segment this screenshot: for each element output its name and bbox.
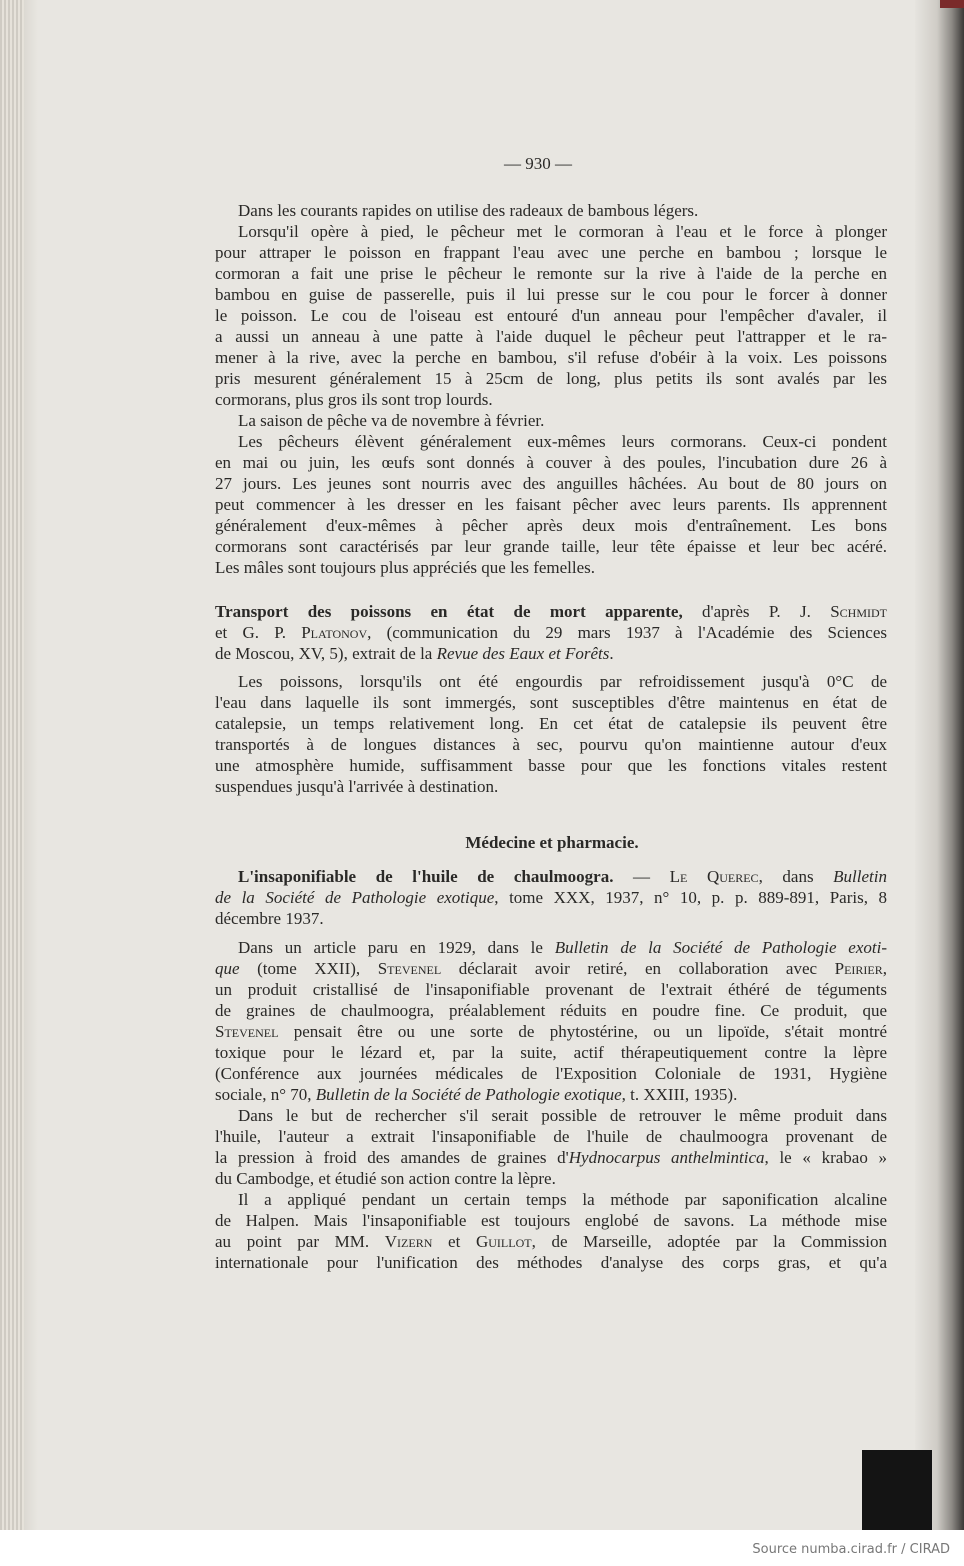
text-segment: et G. P.	[215, 623, 302, 642]
page-gutter	[24, 0, 38, 1530]
text-line	[238, 222, 887, 242]
text-line	[215, 495, 887, 515]
italic-text: que	[215, 959, 240, 978]
text-segment: bambou en guise de passerelle, puis il lui presse sur le cou pour le forcer à donner	[215, 285, 887, 304]
text-segment: , (communication du 29 mars 1937 à l'Académie des Sciences	[367, 623, 887, 642]
text-segment: en mai ou juin, les œufs sont donnés à couver à des poules, l'incubation dure 26 à	[215, 453, 887, 472]
text-segment: pour attraper le poisson en frappant l'eau avec une perche en bambou ; lorsque le	[215, 243, 887, 262]
text-segment: (Conférence aux journées médicales de l'Exposition Coloniale de 1931, Hygiène	[215, 1064, 887, 1083]
text-segment: Dans les courants rapides on utilise des radeaux de bambous légers.	[238, 201, 699, 220]
bold-title: Transport des poissons en état de mort apparente,	[215, 602, 683, 621]
text-line	[215, 980, 887, 1000]
text-segment: Les pêcheurs élèvent généralement eux-mêmes leurs cormorans. Ceux-ci pondent	[238, 432, 887, 451]
italic-text: de la Société de Pathologie exotique	[215, 888, 495, 907]
text-line	[215, 777, 887, 797]
italic-text: Revue des Eaux et Forêts	[436, 644, 610, 663]
text-line	[215, 1022, 887, 1042]
author-name: Stevenel	[215, 1022, 279, 1041]
text-line	[215, 1253, 887, 1273]
text-line	[215, 327, 887, 347]
text-segment: Les mâles sont toujours plus appréciés que les femelles.	[215, 558, 596, 577]
bold-title: L'insaponifiable de l'huile de chaulmoogra.	[238, 867, 614, 886]
text-segment: —	[613, 867, 670, 886]
text-line	[215, 1169, 887, 1189]
text-line	[215, 264, 887, 284]
section-heading: Médecine et pharmacie.	[465, 833, 639, 852]
text-segment: cormorans sont caractérisés par leur grande taille, leur tête épaisse et leur bec acéré.	[215, 537, 887, 556]
text-segment: le poisson. Le cou de l'oiseau est entouré d'un anneau pour l'empêcher d'avaler, il	[215, 306, 887, 325]
text-segment: et	[432, 1232, 476, 1251]
text-segment: Dans un article paru en 1929, dans le	[238, 938, 555, 957]
text-segment: , dans	[758, 867, 834, 886]
italic-text: Bulletin de la Société de Pathologie exoti-	[554, 938, 887, 957]
author-name: Peirier	[834, 959, 883, 978]
text-line	[215, 1211, 887, 1231]
text-segment: cormorans, plus gros ils sont trop lourds.	[215, 390, 493, 409]
author-name: Le Querec	[669, 867, 759, 886]
text-segment: peut commencer à les dresser en les faisant pêcher avec leurs parents. Ils apprennent	[215, 495, 887, 514]
text-line	[215, 558, 887, 578]
text-segment: internationale pour l'unification des méthodes d'analyse des corps gras, et qu'a	[215, 1253, 887, 1272]
text-segment: Il a appliqué pendant un certain temps la méthode par saponification alcaline	[238, 1190, 887, 1209]
italic-text: Bulletin de la Société de Pathologie exotique	[315, 1085, 622, 1104]
text-line	[215, 243, 887, 263]
text-segment: 27 jours. Les jeunes sont nourris avec des anguilles hâchées. Au bout de 80 jours on	[215, 474, 887, 493]
book-edge-left	[0, 0, 24, 1530]
italic-text: Bulletin	[833, 867, 887, 886]
text-line	[238, 201, 887, 221]
text-line	[215, 602, 887, 622]
book-edge-right	[915, 0, 964, 1530]
text-segment: .	[609, 644, 614, 663]
bookmark-ribbon	[862, 1450, 932, 1530]
text-line	[215, 735, 887, 755]
text-segment: mener à la rive, avec la perche en bambou, s'il refuse d'obéir à la voix. Les poissons	[215, 348, 887, 367]
author-name: Stevenel	[377, 959, 442, 978]
text-line	[215, 693, 887, 713]
text-segment: l'eau dans laquelle ils sont immergés, sont susceptibles d'être maintenus en état de	[215, 693, 887, 712]
text-segment: pensait être ou une sorte de phytostérine, ou un lipoïde, s'était montré	[278, 1022, 887, 1041]
text-line	[215, 390, 887, 410]
text-line	[238, 432, 887, 452]
text-segment: décembre 1937.	[215, 909, 324, 928]
text-line	[238, 867, 887, 887]
text-segment: pris mesurent généralement 15 à 25cm de long, plus petits ils sont avalés par les	[215, 369, 887, 388]
text-line	[215, 1148, 887, 1168]
text-line	[215, 714, 887, 734]
text-line	[238, 938, 887, 958]
text-segment: La saison de pêche va de novembre à février.	[238, 411, 545, 430]
text-line	[215, 644, 887, 664]
text-segment: de graines de chaulmoogra, préalablement réduits en poudre fine. Ce produit, que	[215, 1001, 887, 1020]
author-name: Platonov	[301, 623, 368, 642]
text-segment: généralement d'eux-mêmes à pêcher après deux mois d'entraînement. Les bons	[215, 516, 887, 535]
text-segment: l'huile, l'auteur a extrait l'insaponifiable de l'huile de chaulmoogra provenant de	[215, 1127, 887, 1146]
text-line	[238, 411, 887, 431]
text-line	[215, 959, 887, 979]
text-segment: déclarait avoir retiré, en collaboration avec	[441, 959, 835, 978]
bookmark-ribbon-top	[940, 0, 964, 8]
text-segment: de Moscou, XV, 5), extrait de la	[215, 644, 437, 663]
text-line	[215, 516, 887, 536]
text-segment: cormoran a fait une prise le pêcheur le remonte sur la rive à l'aide de la perche en	[215, 264, 887, 283]
text-segment: une atmosphère humide, suffisamment basse pour que les fonctions vitales restent	[215, 756, 887, 775]
text-segment: Dans le but de rechercher s'il serait possible de retrouver le même produit dans	[238, 1106, 887, 1125]
text-segment: Les poissons, lorsqu'ils ont été engourdis par refroidissement jusqu'à 0°C de	[238, 672, 887, 691]
text-segment: catalepsie, un temps relativement long. En cet état de catalepsie ils peuvent être	[215, 714, 887, 733]
text-line	[215, 909, 887, 929]
text-segment: transportés à de longues distances à sec, pourvu qu'on maintienne autour d'eux	[215, 735, 887, 754]
text-segment: a aussi un anneau à une patte à l'aide duquel le pêcheur peut l'attrapper et le ra-	[215, 327, 887, 346]
text-line	[215, 474, 887, 494]
text-segment: , t. XXIII, 1935).	[621, 1085, 738, 1104]
text-segment: de Halpen. Mais l'insaponifiable est toujours englobé de savons. La méthode mise	[215, 1211, 887, 1230]
author-name: Vizern	[384, 1232, 433, 1251]
text-line	[215, 888, 887, 908]
text-line	[215, 537, 887, 557]
text-segment: , de Marseille, adoptée par la Commission	[531, 1232, 888, 1251]
text-line	[215, 1127, 887, 1147]
text-segment: sociale, n° 70,	[215, 1085, 316, 1104]
author-name: Schmidt	[830, 602, 887, 621]
text-line	[238, 1106, 887, 1126]
text-line	[215, 623, 887, 643]
text-segment: suspendues jusqu'à l'arrivée à destination.	[215, 777, 499, 796]
text-segment: (tome XXII),	[239, 959, 378, 978]
text-segment: Lorsqu'il opère à pied, le pêcheur met le cormoran à l'eau et le force à plonger	[238, 222, 887, 241]
text-segment: la pression à froid des amandes de graines d'	[215, 1148, 569, 1167]
author-name: Guillot	[475, 1232, 532, 1251]
text-segment: , tome XXX, 1937, n° 10, p. p. 889-891, Paris, 8	[494, 888, 887, 907]
text-line	[215, 348, 887, 368]
text-segment: d'après P. J.	[682, 602, 831, 621]
text-line	[215, 285, 887, 305]
text-line	[215, 1232, 887, 1252]
page-number: — 930 —	[504, 154, 572, 173]
text-line	[215, 1085, 887, 1105]
text-segment: toxique pour le lézard et, par la suite, actif thérapeutiquement contre la lèpre	[215, 1043, 887, 1062]
text-line	[215, 306, 887, 326]
text-line	[215, 756, 887, 776]
text-segment: au point par MM.	[215, 1232, 385, 1251]
text-line	[215, 1064, 887, 1084]
source-credit: Source numba.cirad.fr / CIRAD	[752, 1542, 950, 1557]
text-segment: ,	[882, 959, 887, 978]
text-line	[238, 1190, 887, 1210]
italic-text: Hydnocarpus anthelmintica	[568, 1148, 765, 1167]
text-segment: , le « krabao »	[764, 1148, 887, 1167]
text-line	[215, 1001, 887, 1021]
text-line	[215, 453, 887, 473]
text-line	[215, 1043, 887, 1063]
text-line	[215, 369, 887, 389]
text-segment: un produit cristallisé de l'insaponifiable provenant de l'extrait éthéré de téguments	[215, 980, 887, 999]
text-segment: du Cambodge, et étudié son action contre la lèpre.	[215, 1169, 556, 1188]
text-line	[238, 672, 887, 692]
